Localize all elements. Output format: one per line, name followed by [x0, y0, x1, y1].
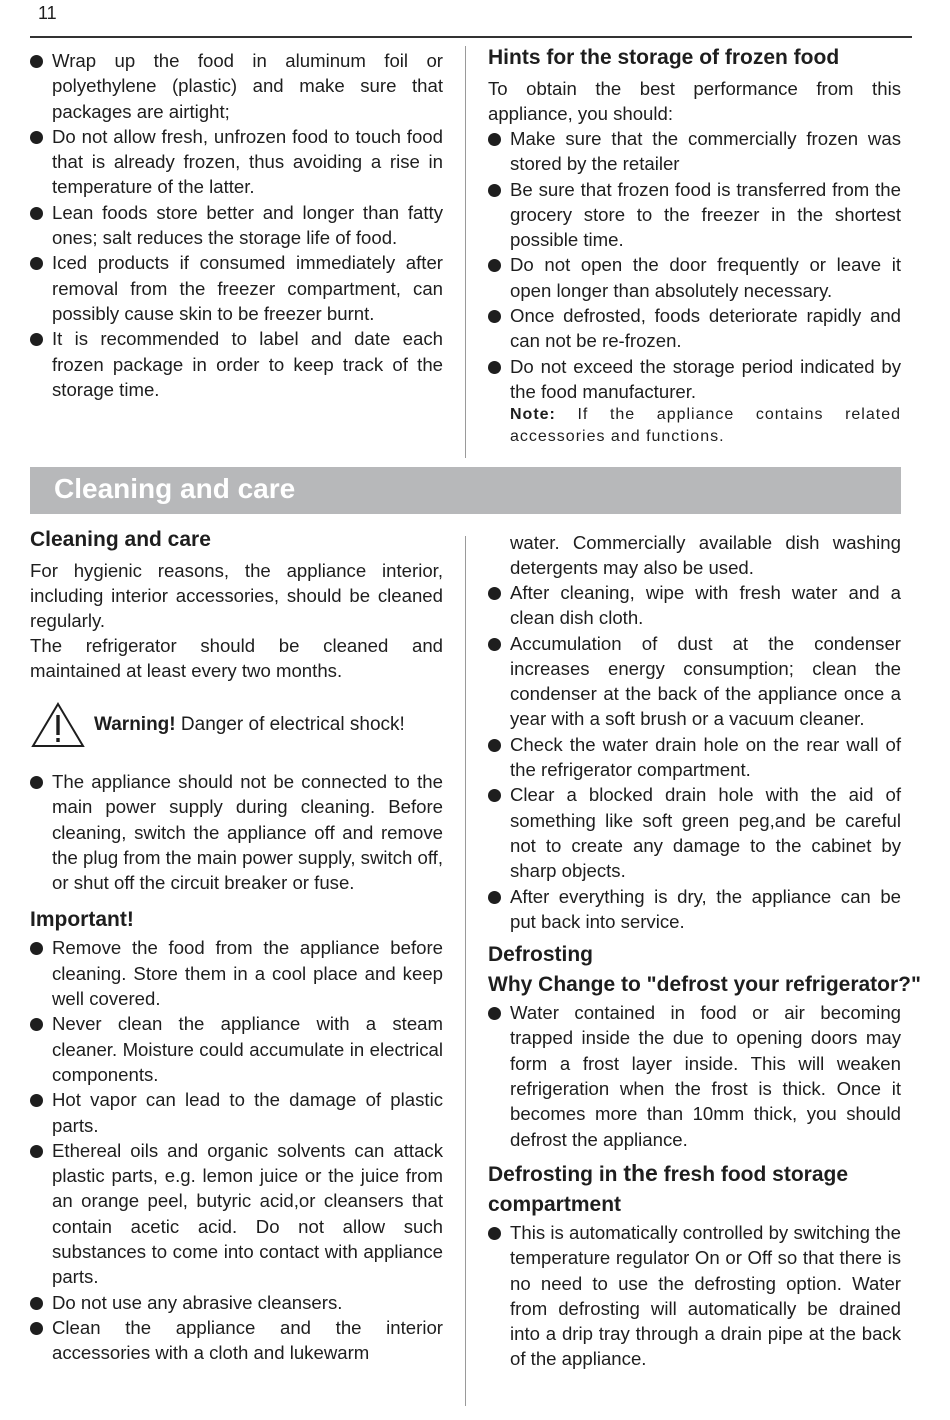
list-item: Remove the food from the appliance before cleaning. Store them in a cool place and keep well covered.: [30, 935, 443, 1011]
cleaning-column-right: [488, 530, 921, 1372]
list-item: This is automatically controlled by switching the temperature regulator On or Off so that there is no need to use the defrosting option. Water from defrosting will automatically be drained into a drip tray through a drain pipe at the back of the appliance.: [488, 1220, 901, 1372]
important-heading: Important!: [30, 908, 134, 932]
list-item: Accumulation of dust at the condenser increases energy consumption; clean the condenser at the back of the appliance once a year with a soft brush or a vacuum cleaner.: [488, 631, 901, 732]
power-safety-list: [30, 769, 443, 895]
fresh-heading-pre: Defrosting in: [488, 1162, 624, 1186]
fresh-food-defrost-heading: [488, 1158, 901, 1220]
section-banner-title: Cleaning and care: [54, 473, 296, 504]
warning-message: Danger of electrical shock!: [180, 714, 405, 735]
list-item: After cleaning, wipe with fresh water and a clean dish cloth.: [488, 580, 901, 631]
list-item: Do not open the door frequently or leave it open longer than absolutely necessary.: [488, 252, 901, 303]
list-item: Do not exceed the storage period indicated by the food manufacturer.: [488, 354, 901, 405]
why-defrost-list: [488, 1000, 901, 1152]
list-item: Clear a blocked drain hole with the aid of something like soft green peg,and be careful not to create any damage to the cabinet by sharp objects.: [488, 782, 901, 883]
frozen-hints-column: [488, 44, 901, 448]
list-item: Iced products if consumed immediately after removal from the freezer compartment, can possibly cause skin to be freezer burnt.: [30, 250, 443, 326]
storage-tips-column: [30, 48, 443, 402]
list-item: Ethereal oils and organic solvents can attack plastic parts, e.g. lemon juice or the juice from an orange peel, butyric acid,or cleansers that contain acetic acid. Do not allow such substances to come into contact with appliance parts.: [30, 1138, 443, 1290]
fresh-heading-post: fresh food storage compartment: [488, 1162, 849, 1216]
list-item: It is recommended to label and date each frozen package in order to keep track of the storage time.: [30, 326, 443, 402]
page-number: 11: [38, 3, 57, 23]
warning-triangle-icon: [30, 701, 86, 749]
section-banner: [30, 467, 901, 514]
cleaning-column-left: [30, 526, 443, 1366]
storage-tips-list: [30, 48, 443, 402]
warning-notice: [30, 701, 443, 749]
warning-label: Warning!: [94, 714, 176, 735]
cleaning-paragraph: The refrigerator should be cleaned and maintained at least every two months.: [30, 635, 443, 681]
cleaning-paragraph: For hygienic reasons, the appliance interior, including interior accessories, should be cleaned regularly.: [30, 560, 443, 631]
cleaning-heading: Cleaning and care: [30, 528, 211, 551]
list-item: Never clean the appliance with a steam cleaner. Moisture could accumulate in electrical components.: [30, 1011, 443, 1087]
note: [488, 404, 901, 448]
column-divider-top: [465, 46, 466, 458]
note-label: Note:: [510, 406, 556, 424]
frozen-hints-list: [488, 126, 901, 404]
warning-text: [94, 714, 405, 736]
defrosting-heading: Defrosting: [488, 943, 593, 967]
continued-text: water. Commercially available dish washing detergents may also be used.: [510, 532, 901, 578]
list-item: After everything is dry, the appliance can be put back into service.: [488, 884, 901, 935]
cleaning-more-list: [488, 580, 901, 934]
list-item: Clean the appliance and the interior accessories with a cloth and lukewarm: [30, 1315, 443, 1366]
fresh-heading-emphasis: the: [623, 1159, 658, 1186]
list-item: Once defrosted, foods deteriorate rapidly and can not be re-frozen.: [488, 303, 901, 354]
important-list: [30, 935, 443, 1365]
fresh-food-defrost-list: [488, 1220, 901, 1372]
column-divider-bottom: [465, 536, 466, 1406]
list-item: Lean foods store better and longer than fatty ones; salt reduces the storage life of food.: [30, 200, 443, 251]
frozen-hints-heading: Hints for the storage of frozen food: [488, 46, 840, 69]
note-text: If the appliance contains related accessories and functions.: [510, 406, 901, 446]
list-item: Water contained in food or air becoming trapped inside the due to opening doors may form a frost layer inside. This will weaken refrigeration when the frost is thick. Once it becomes more than 10mm thick, you should defrost the appliance.: [488, 1000, 901, 1152]
list-item: Hot vapor can lead to the damage of plastic parts.: [30, 1087, 443, 1138]
list-item: Check the water drain hole on the rear wall of the refrigerator compartment.: [488, 732, 901, 783]
why-defrost-heading: Why Change to "defrost your refrigerator?": [488, 973, 921, 997]
list-item: Wrap up the food in aluminum foil or polyethylene (plastic) and make sure that packages are airtight;: [30, 48, 443, 124]
list-item: Make sure that the commercially frozen was stored by the retailer: [488, 126, 901, 177]
list-item: Do not allow fresh, unfrozen food to touch food that is already frozen, thus avoiding a rise in temperature of the latter.: [30, 124, 443, 200]
header-rule: [30, 36, 912, 38]
list-item: Do not use any abrasive cleansers.: [30, 1290, 443, 1315]
frozen-hints-intro: To obtain the best performance from this appliance, you should:: [488, 78, 901, 124]
list-item: The appliance should not be connected to the main power supply during cleaning. Before cleaning, switch the appliance off and remove the plug from the main power supply, switch off, or shut off the circuit breaker or fuse.: [30, 769, 443, 895]
list-item: Be sure that frozen food is transferred from the grocery store to the freezer in the shortest possible time.: [488, 177, 901, 253]
